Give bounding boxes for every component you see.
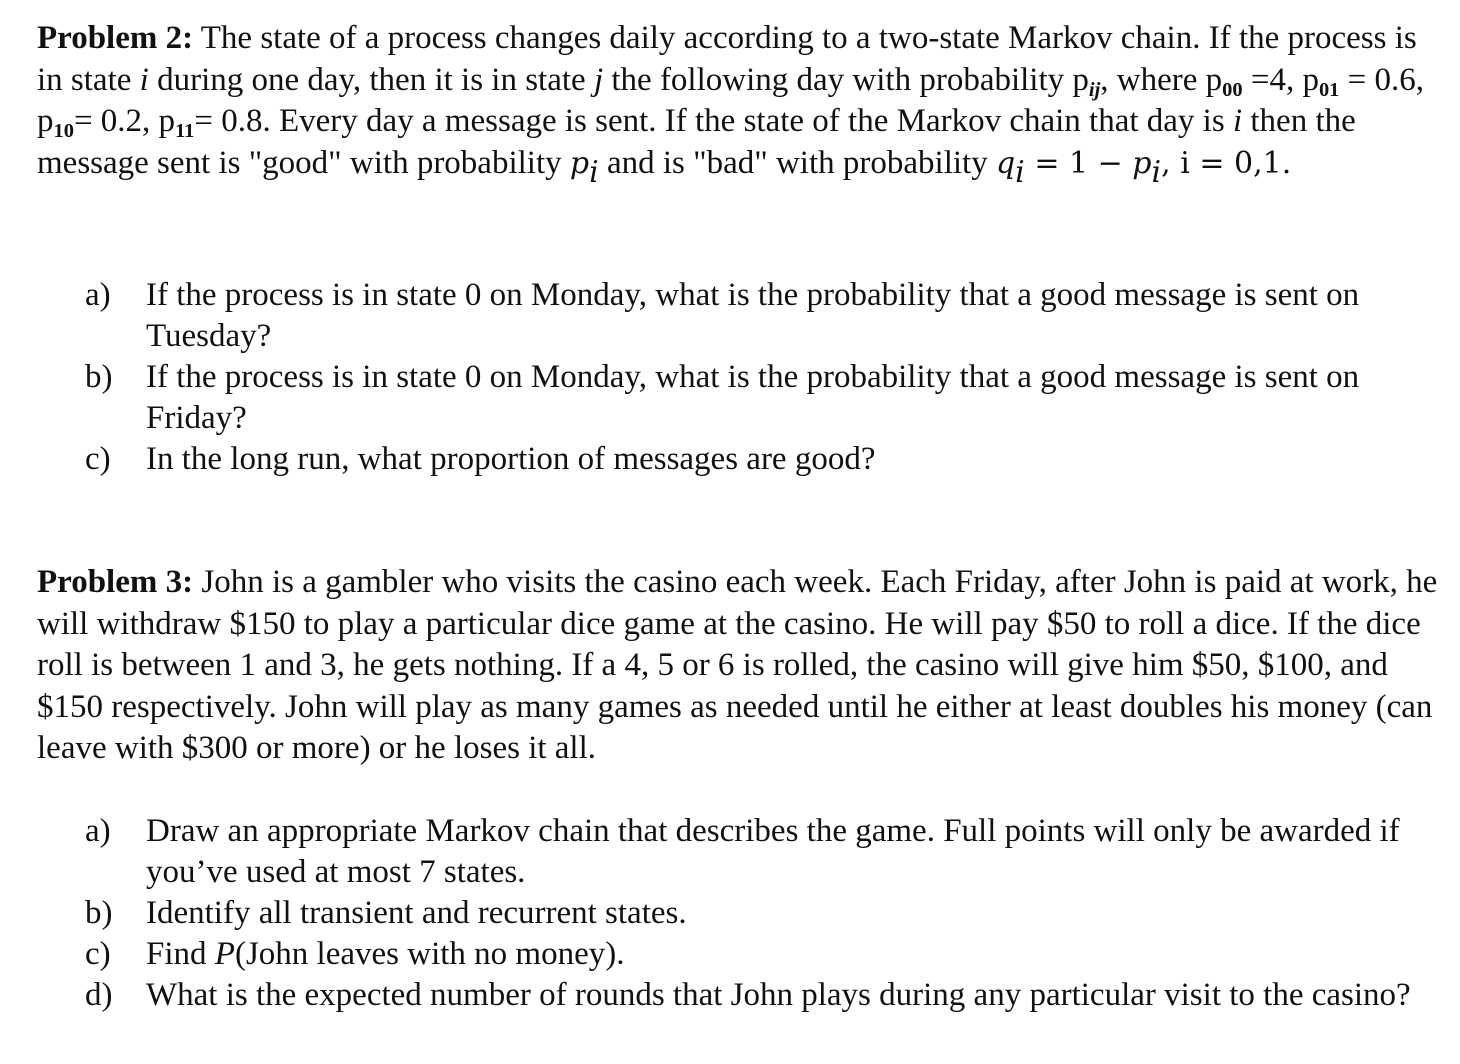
item-text: Identify all transient and recurrent states.: [146, 895, 687, 931]
item-marker: c): [85, 936, 111, 972]
problem-2-text: , where p: [1100, 61, 1223, 98]
problem-2-heading: Problem 2:: [37, 20, 194, 56]
item-text-italic: P: [214, 936, 235, 972]
item-text: In the long run, what proportion of messages are good?: [146, 441, 876, 477]
var-i: i: [139, 61, 149, 98]
list-item: [85, 357, 1445, 439]
problem-2-text: = 0.6, p: [37, 61, 1425, 139]
problem-2-text: the following day with probability p: [603, 61, 1089, 98]
subscript-ij: ij: [1088, 78, 1101, 101]
problem-2-text: =4, p: [1242, 61, 1319, 98]
subscript-11: 11: [175, 120, 195, 143]
problem-3-text: John is a gambler who visits the casino each week. Each Friday, after John is paid at work, he will withdraw $150 to play a particular dice game at the casino. He will pay $50 to roll a dice. If the dice roll is between 1 and 3, he gets nothing. If a 4, 5 or 6 is rolled, the casino will give him $50, $100, and $150 respectively. John will play as many games as needed until he either at least doubles his money (can leave with $300 or more) or he loses it all.: [37, 564, 1438, 766]
list-item: [85, 275, 1445, 357]
list-item: [85, 893, 1445, 934]
item-text: (John leaves with no money).: [234, 936, 625, 972]
item-marker: a): [85, 277, 111, 313]
subscript-00: 00: [1222, 78, 1243, 101]
problem-3-paragraph: [37, 562, 1447, 770]
problem-3-questions: [85, 811, 1445, 1016]
item-text: Find: [146, 936, 215, 972]
math-q: q: [995, 145, 1016, 181]
problem-2-text: during one day, then it is in state: [148, 61, 594, 98]
subscript-01: 01: [1318, 78, 1340, 101]
var-i: i: [1232, 103, 1243, 139]
math-subscript-i: i: [589, 154, 599, 190]
problem-2-text: = 0.8. Every day a message is sent. If the state of the Markov chain that day is: [194, 103, 1233, 139]
problem-2-text: and is "bad" with probability: [598, 144, 996, 181]
item-marker: a): [85, 813, 111, 849]
problem-3-heading: Problem 3:: [37, 564, 194, 600]
var-j: j: [593, 61, 604, 98]
problem-2-questions: [85, 275, 1445, 480]
item-marker: d): [85, 977, 113, 1013]
problem-2-text: = 0.2, p: [73, 103, 176, 139]
item-marker: b): [85, 895, 113, 931]
subscript-10: 10: [53, 120, 74, 143]
list-item: [85, 975, 1445, 1016]
item-text: If the process is in state 0 on Monday, what is the probability that a good message is sent on Friday?: [146, 359, 1360, 436]
math-subscript-i: i: [1015, 154, 1025, 190]
problem-2-text: then the message sent is "good" with probability: [37, 103, 1356, 181]
math-subscript-i: i: [1151, 154, 1162, 190]
math-range: , i = 0,1.: [1161, 145, 1292, 181]
item-marker: b): [85, 359, 113, 395]
list-item: [85, 811, 1445, 893]
item-text: Draw an appropriate Markov chain that describes the game. Full points will only be awarded if you’ve used at most 7 states.: [146, 813, 1400, 890]
item-marker: c): [85, 441, 111, 477]
item-text: What is the expected number of rounds that John plays during any particular visit to the casino?: [146, 977, 1411, 1013]
math-p: p: [1132, 145, 1152, 181]
math-equation: = 1 −: [1024, 145, 1133, 181]
problem-2-paragraph: [37, 18, 1447, 190]
item-text: If the process is in state 0 on Monday, what is the probability that a good message is sent on Tuesday?: [146, 277, 1360, 354]
math-p: p: [569, 145, 590, 181]
list-item: [85, 934, 1445, 975]
list-item: [85, 439, 1445, 480]
problem-2-text: The state of a process changes daily according to a two-state Markov chain. If the process is in state: [37, 20, 1417, 98]
